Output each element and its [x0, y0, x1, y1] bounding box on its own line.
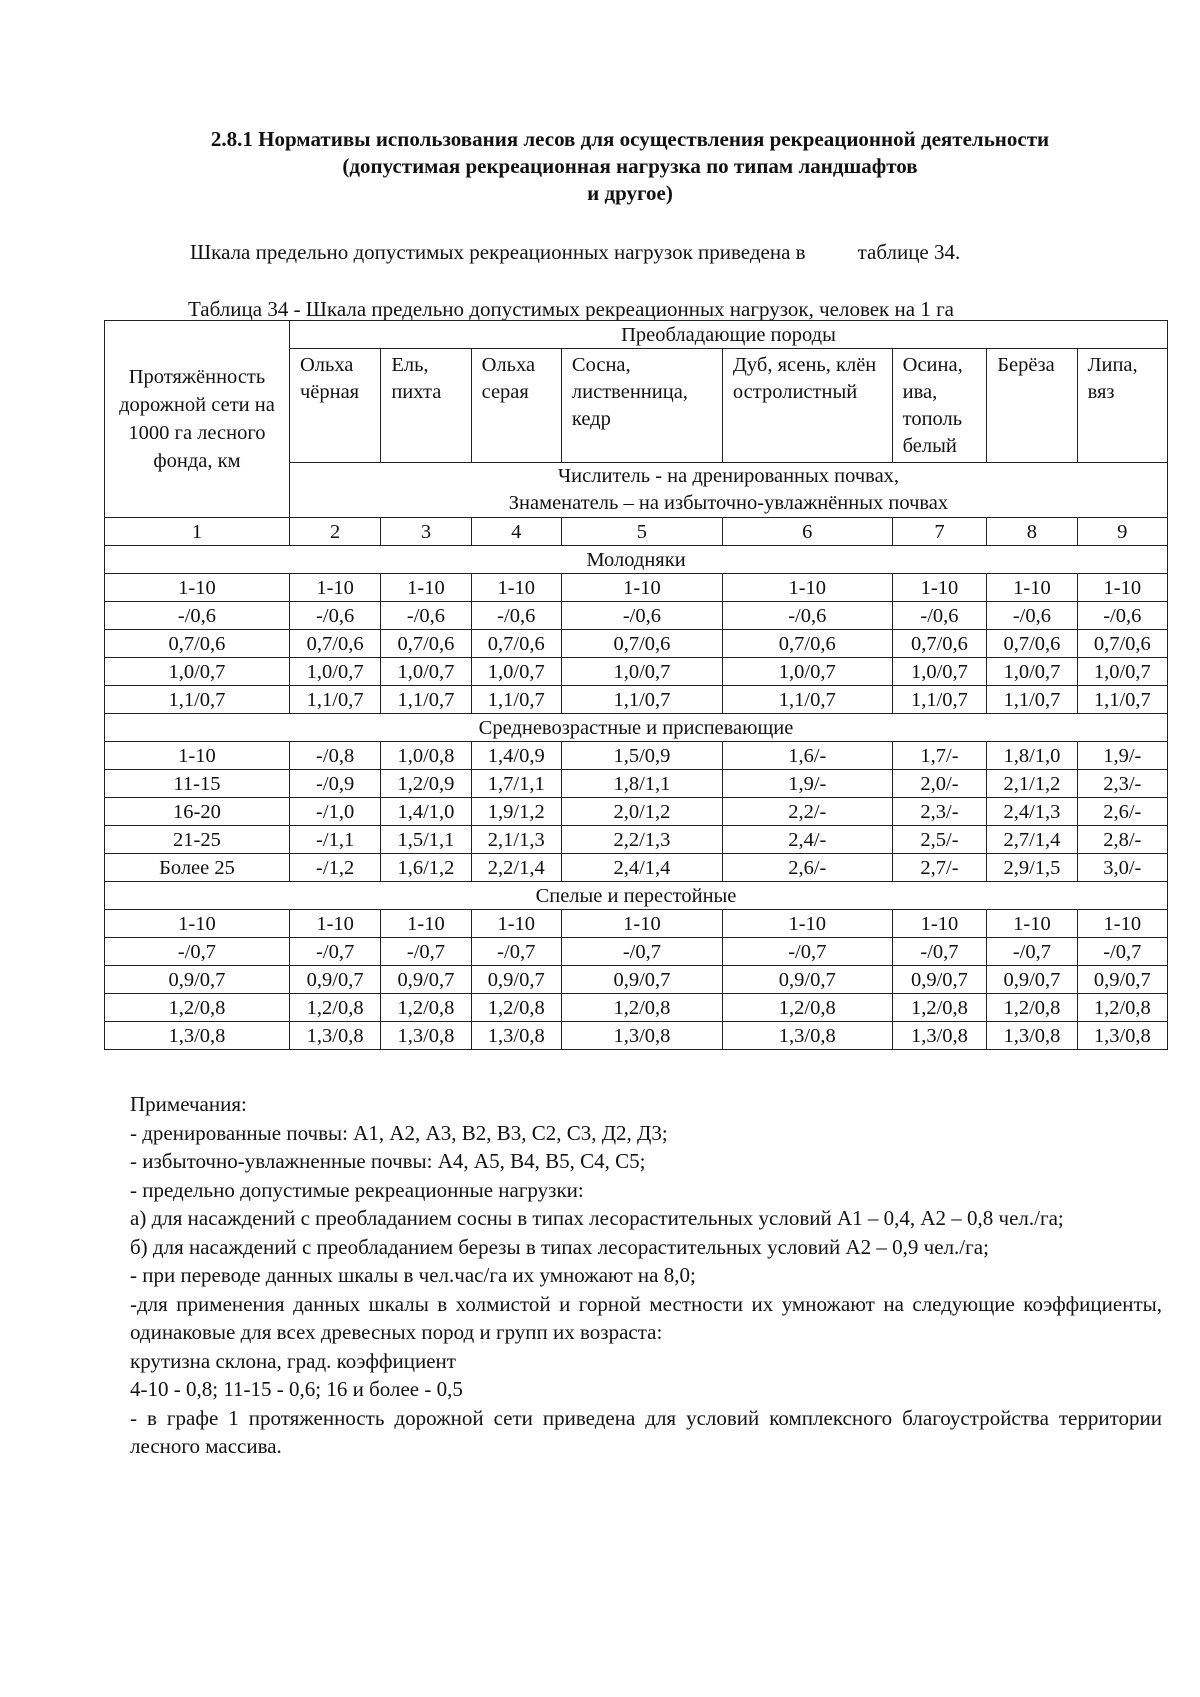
load-value-cell: 2,2/1,4	[471, 854, 561, 882]
load-value-cell: 1-10	[561, 910, 722, 938]
load-value-cell: 0,9/0,7	[987, 966, 1077, 994]
load-value-cell: 1,8/1,1	[561, 770, 722, 798]
denominator-note-line: Знаменатель – на избыточно-увлажнённых почвах	[508, 492, 949, 514]
load-value-cell: -/0,9	[289, 770, 380, 798]
group-header-cell: Преобладающие породы	[289, 321, 1167, 349]
table-row	[105, 854, 1168, 882]
load-value-cell: 0,7/0,6	[289, 630, 380, 658]
load-value-cell: 2,4/-	[722, 826, 892, 854]
section-title-cell: Спелые и перестойные	[105, 882, 1168, 910]
road-network-cell: 21-25	[105, 826, 290, 854]
load-value-cell: -/0,7	[471, 938, 561, 966]
note-line: а) для насаждений с преобладанием сосны в типах лесорастительных условий А1 – 0,4, А2 – 0,8 чел./га;	[130, 1206, 1064, 1230]
table-row	[105, 658, 1168, 686]
load-value-cell: 1,9/1,2	[471, 798, 561, 826]
load-value-cell: 1,0/0,7	[561, 658, 722, 686]
load-value-cell: -/0,6	[722, 602, 892, 630]
load-value-cell: 2,2/-	[722, 798, 892, 826]
load-value-cell: 1-10	[381, 910, 471, 938]
load-value-cell: 1,6/-	[722, 742, 892, 770]
species-header-cell: Дуб, ясень, клён остролистный	[722, 349, 892, 463]
load-value-cell: 2,3/-	[1077, 770, 1167, 798]
load-value-cell: 2,7/-	[892, 854, 987, 882]
notes-title: Примечания:	[130, 1092, 247, 1116]
note-line: - в графе 1 протяженность дорожной сети приведена для условий комплексного благоустройства территории лесного массива.	[130, 1405, 1162, 1458]
load-value-cell: 2,0/1,2	[561, 798, 722, 826]
load-value-cell: 1-10	[1077, 910, 1167, 938]
load-value-cell: 1,2/0,8	[381, 994, 471, 1022]
heading-line-1: 2.8.1 Нормативы использования лесов для осуществления рекреационной деятельности	[210, 127, 1050, 151]
road-network-cell: 0,7/0,6	[105, 630, 290, 658]
intro-table-reference: таблице 34.	[857, 240, 961, 264]
load-value-cell: 1,1/0,7	[289, 686, 380, 714]
load-value-cell: 1,7/-	[892, 742, 987, 770]
column-number-row	[105, 518, 1168, 546]
section-title-cell: Средневозрастные и приспевающие	[105, 714, 1168, 742]
load-value-cell: 1-10	[289, 910, 380, 938]
load-value-cell: -/0,6	[892, 602, 987, 630]
table-caption: Таблица 34 - Шкала предельно допустимых рекреационных нагрузок, человек на 1 га	[188, 297, 954, 321]
road-network-cell: 1,0/0,7	[105, 658, 290, 686]
load-value-cell: 1,1/0,7	[722, 686, 892, 714]
load-value-cell: -/1,1	[289, 826, 380, 854]
load-value-cell: 1,1/0,7	[892, 686, 987, 714]
table-row	[105, 602, 1168, 630]
load-value-cell: -/0,6	[471, 602, 561, 630]
table-row	[105, 826, 1168, 854]
load-value-cell: 1,3/0,8	[987, 1022, 1077, 1050]
load-value-cell: 1,2/0,8	[1077, 994, 1167, 1022]
load-value-cell: 1-10	[471, 910, 561, 938]
load-value-cell: 2,1/1,3	[471, 826, 561, 854]
table-row	[105, 798, 1168, 826]
load-value-cell: 1,2/0,9	[381, 770, 471, 798]
load-value-cell: 1-10	[987, 574, 1077, 602]
load-value-cell: 1,1/0,7	[381, 686, 471, 714]
load-value-cell: -/0,7	[1077, 938, 1167, 966]
load-value-cell: 1,0/0,8	[381, 742, 471, 770]
road-network-cell: 0,9/0,7	[105, 966, 290, 994]
load-value-cell: -/0,6	[381, 602, 471, 630]
table-row	[105, 938, 1168, 966]
species-header-cell: Ольха серая	[471, 349, 561, 463]
load-value-cell: 1,1/0,7	[471, 686, 561, 714]
road-network-cell: 1,1/0,7	[105, 686, 290, 714]
load-value-cell: 2,4/1,3	[987, 798, 1077, 826]
load-value-cell: 2,6/-	[722, 854, 892, 882]
species-header-cell: Осина, ива, тополь белый	[892, 349, 987, 463]
load-value-cell: 2,0/-	[892, 770, 987, 798]
section-title-row	[105, 882, 1168, 910]
intro-text: Шкала предельно допустимых рекреационных нагрузок приведена в	[190, 240, 806, 264]
load-value-cell: 0,9/0,7	[289, 966, 380, 994]
load-value-cell: -/0,7	[289, 938, 380, 966]
load-value-cell: 1,0/0,7	[722, 658, 892, 686]
load-value-cell: 1,0/0,7	[471, 658, 561, 686]
species-header-cell: Липа, вяз	[1077, 349, 1167, 463]
load-value-cell: 0,7/0,6	[561, 630, 722, 658]
road-network-cell: 16-20	[105, 798, 290, 826]
load-value-cell: 0,7/0,6	[1077, 630, 1167, 658]
note-line: б) для насаждений с преобладанием березы в типах лесорастительных условий А2 – 0,9 чел./га;	[130, 1234, 989, 1259]
load-value-cell: 1-10	[381, 574, 471, 602]
load-value-cell: -/0,7	[987, 938, 1077, 966]
load-value-cell: 1-10	[1077, 574, 1167, 602]
column-number-cell: 9	[1077, 518, 1167, 546]
table-row	[105, 770, 1168, 798]
load-value-cell: 1,4/1,0	[381, 798, 471, 826]
road-network-cell: 11-15	[105, 770, 290, 798]
load-value-cell: 1,0/0,7	[1077, 658, 1167, 686]
load-value-cell: 1,3/0,8	[892, 1022, 987, 1050]
load-value-cell: 1,1/0,7	[987, 686, 1077, 714]
load-value-cell: 1,4/0,9	[471, 742, 561, 770]
load-value-cell: 0,7/0,6	[381, 630, 471, 658]
load-value-cell: -/0,7	[722, 938, 892, 966]
column-number-cell: 2	[289, 518, 380, 546]
heading-line-2: (допустимая рекреационная нагрузка по типам ландшафтов	[342, 154, 918, 178]
load-value-cell: 1,3/0,8	[381, 1022, 471, 1050]
load-value-cell: 1-10	[892, 574, 987, 602]
column-number-cell: 5	[561, 518, 722, 546]
column-number-cell: 1	[105, 518, 290, 546]
species-header-cell: Ель, пихта	[381, 349, 471, 463]
load-value-cell: 1,2/0,8	[471, 994, 561, 1022]
table-row	[105, 686, 1168, 714]
table-row	[105, 910, 1168, 938]
load-value-cell: 1,3/0,8	[722, 1022, 892, 1050]
load-value-cell: 2,1/1,2	[987, 770, 1077, 798]
load-value-cell: 1,0/0,7	[987, 658, 1077, 686]
road-network-cell: -/0,6	[105, 602, 290, 630]
load-value-cell: 1,0/0,7	[892, 658, 987, 686]
numerator-note-line: Числитель - на дренированных почвах,	[557, 465, 900, 487]
recreational-load-table	[104, 320, 1168, 1050]
load-value-cell: 1-10	[722, 910, 892, 938]
table-row	[105, 1022, 1168, 1050]
road-network-cell: -/0,7	[105, 938, 290, 966]
load-value-cell: 0,7/0,6	[987, 630, 1077, 658]
note-line: - дренированные почвы: А1, А2, А3, В2, В3, С2, С3, Д2, Д3;	[130, 1120, 668, 1145]
note-line: - избыточно-увлажненные почвы: А4, А5, В4, В5, С4, С5;	[130, 1149, 646, 1173]
load-value-cell: 0,9/0,7	[471, 966, 561, 994]
load-value-cell: 0,7/0,6	[722, 630, 892, 658]
road-network-cell: 1,3/0,8	[105, 1022, 290, 1050]
column-number-cell: 8	[987, 518, 1077, 546]
load-value-cell: 1,0/0,7	[381, 658, 471, 686]
species-header-cell: Ольха чёрная	[289, 349, 380, 463]
load-value-cell: 0,9/0,7	[1077, 966, 1167, 994]
road-network-cell: 1-10	[105, 910, 290, 938]
load-value-cell: -/0,6	[1077, 602, 1167, 630]
column-number-cell: 4	[471, 518, 561, 546]
load-value-cell: 1-10	[722, 574, 892, 602]
heading-line-3: и другое)	[587, 181, 673, 205]
note-line: крутизна склона, град. коэффициент	[130, 1348, 456, 1373]
load-value-cell: 1-10	[471, 574, 561, 602]
load-value-cell: 0,7/0,6	[892, 630, 987, 658]
column-number-cell: 7	[892, 518, 987, 546]
load-value-cell: -/0,8	[289, 742, 380, 770]
load-value-cell: 1,7/1,1	[471, 770, 561, 798]
load-value-cell: 1-10	[289, 574, 380, 602]
load-value-cell: 1,3/0,8	[561, 1022, 722, 1050]
load-value-cell: 1,6/1,2	[381, 854, 471, 882]
column-number-cell: 3	[381, 518, 471, 546]
section-title-row	[105, 714, 1168, 742]
table-row	[105, 994, 1168, 1022]
road-network-cell: Более 25	[105, 854, 290, 882]
load-value-cell: -/1,2	[289, 854, 380, 882]
load-value-cell: 2,4/1,4	[561, 854, 722, 882]
load-value-cell: 0,9/0,7	[892, 966, 987, 994]
load-value-cell: -/0,7	[892, 938, 987, 966]
section-heading	[100, 126, 1160, 207]
load-value-cell: 1-10	[987, 910, 1077, 938]
intro-paragraph	[190, 240, 960, 265]
load-value-cell: 1,1/0,7	[561, 686, 722, 714]
header-row-group	[105, 321, 1168, 349]
note-line: -для применения данных шкалы в холмистой и горной местности их умножают на следующие коэффициенты, одинаковые для всех древесных пород и групп их возраста:	[130, 1291, 1162, 1344]
load-value-cell: -/0,7	[561, 938, 722, 966]
load-value-cell: 2,7/1,4	[987, 826, 1077, 854]
load-value-cell: 1-10	[561, 574, 722, 602]
load-value-cell: 1,1/0,7	[1077, 686, 1167, 714]
load-value-cell: 1,2/0,8	[561, 994, 722, 1022]
road-network-cell: 1,2/0,8	[105, 994, 290, 1022]
note-line: - предельно допустимые рекреационные нагрузки:	[130, 1177, 584, 1202]
load-value-cell: -/1,0	[289, 798, 380, 826]
load-value-cell: 1,0/0,7	[289, 658, 380, 686]
road-network-cell: 1-10	[105, 742, 290, 770]
load-value-cell: 1-10	[892, 910, 987, 938]
load-value-cell: 0,7/0,6	[471, 630, 561, 658]
species-header-cell: Берёза	[987, 349, 1077, 463]
column-number-cell: 6	[722, 518, 892, 546]
load-value-cell: 0,9/0,7	[561, 966, 722, 994]
load-value-cell: 1,2/0,8	[987, 994, 1077, 1022]
load-value-cell: 0,9/0,7	[381, 966, 471, 994]
road-network-cell: 1-10	[105, 574, 290, 602]
load-value-cell: 2,8/-	[1077, 826, 1167, 854]
load-value-cell: -/0,6	[289, 602, 380, 630]
load-value-cell: 1,9/-	[1077, 742, 1167, 770]
load-value-cell: 2,3/-	[892, 798, 987, 826]
load-value-cell: 1,3/0,8	[471, 1022, 561, 1050]
section-title-cell: Молодняки	[105, 546, 1168, 574]
load-value-cell: 1,2/0,8	[722, 994, 892, 1022]
load-value-cell: -/0,6	[561, 602, 722, 630]
load-value-cell: 2,5/-	[892, 826, 987, 854]
load-value-cell: 2,9/1,5	[987, 854, 1077, 882]
note-line: - при переводе данных шкалы в чел.час/га их умножают на 8,0;	[130, 1263, 696, 1287]
load-value-cell: 2,2/1,3	[561, 826, 722, 854]
load-value-cell: 1,2/0,8	[289, 994, 380, 1022]
load-value-cell: 0,9/0,7	[722, 966, 892, 994]
table-row	[105, 574, 1168, 602]
note-line: 4-10 - 0,8; 11-15 - 0,6; 16 и более - 0,5	[130, 1377, 463, 1401]
load-value-cell: 3,0/-	[1077, 854, 1167, 882]
load-value-cell: 1,3/0,8	[1077, 1022, 1167, 1050]
load-value-cell: 1,5/1,1	[381, 826, 471, 854]
load-value-cell: 1,2/0,8	[892, 994, 987, 1022]
species-header-cell: Сосна, лиственница, кедр	[561, 349, 722, 463]
load-value-cell: 1,3/0,8	[289, 1022, 380, 1050]
load-value-cell: -/0,6	[987, 602, 1077, 630]
load-value-cell: 1,9/-	[722, 770, 892, 798]
numerator-note-cell	[289, 463, 1167, 518]
load-value-cell: 2,6/-	[1077, 798, 1167, 826]
table-row	[105, 742, 1168, 770]
load-value-cell: 1,8/1,0	[987, 742, 1077, 770]
load-value-cell: -/0,7	[381, 938, 471, 966]
table-row	[105, 966, 1168, 994]
section-title-row	[105, 546, 1168, 574]
table-row	[105, 630, 1168, 658]
load-value-cell: 1,5/0,9	[561, 742, 722, 770]
row-header-cell: Протяжённость дорожной сети на 1000 га лесного фонда, км	[105, 321, 290, 518]
notes-block	[130, 1090, 1162, 1461]
